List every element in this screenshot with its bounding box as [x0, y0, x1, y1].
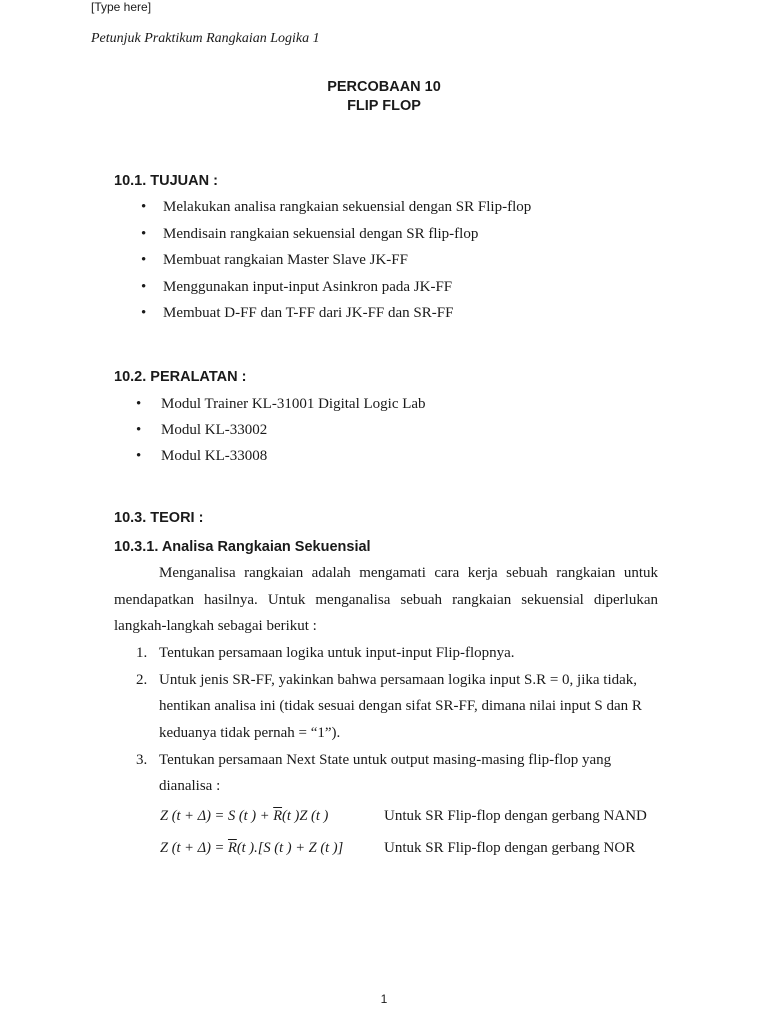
equation-nand: [160, 808, 328, 825]
step-number: 1.: [136, 645, 148, 661]
equation-nor: [160, 840, 343, 857]
step-text: Untuk jenis SR-FF, yakinkan bahwa persamaan logika input S.R = 0, jika tidak,: [159, 672, 638, 688]
section-heading-teori: 10.3. TEORI :: [114, 510, 204, 526]
list-item: • Modul Trainer KL-31001 Digital Logic Lab: [136, 396, 426, 412]
page-title-line1: PERCOBAAN 10: [327, 79, 441, 95]
list-item: • Modul KL-33008: [136, 448, 268, 464]
subsection-heading: 10.3.1. Analisa Rangkaian Sekuensial: [114, 539, 371, 555]
list-item-text: Mendisain rangkaian sekuensial dengan SR flip-flop: [163, 226, 479, 242]
page-title-line2: FLIP FLOP: [347, 98, 421, 114]
step-text: hentikan analisa ini (tidak sesuai dengan sifat SR-FF, dimana nilai input S dan R: [159, 698, 642, 714]
running-title: Petunjuk Praktikum Rangkaian Logika 1: [91, 31, 320, 46]
paragraph-line: mendapatkan hasilnya. Untuk menganalisa sebuah rangkaian sekuensial diperlukan: [114, 592, 658, 608]
list-item-text: Melakukan analisa rangkaian sekuensial dengan SR Flip-flop: [163, 199, 532, 215]
list-item-text: Membuat D-FF dan T-FF dari JK-FF dan SR-FF: [163, 305, 454, 321]
list-item: • Membuat rangkaian Master Slave JK-FF: [141, 252, 408, 268]
step-text: keduanya tidak pernah = “1”).: [159, 725, 341, 741]
equation-part: (t ).[S (t ) + Z (t )]: [236, 840, 344, 856]
step-text: Tentukan persamaan Next State untuk output masing-masing flip-flop yang: [159, 752, 612, 768]
list-item: • Membuat D-FF dan T-FF dari JK-FF dan SR-FF: [141, 305, 454, 321]
equation-overline-term: $\overline{R}$: [273, 808, 283, 824]
step-number: 2.: [136, 672, 148, 688]
page-number: 1: [380, 992, 388, 1006]
equation-part: Z (t + Δ) =: [160, 840, 228, 856]
list-item-text: Modul KL-33008: [161, 448, 268, 464]
step-number: 3.: [136, 752, 148, 768]
section-heading-tujuan: 10.1. TUJUAN :: [114, 173, 218, 189]
list-item: • Melakukan analisa rangkaian sekuensial dengan SR Flip-flop: [141, 199, 532, 215]
list-item-text: Modul Trainer KL-31001 Digital Logic Lab: [161, 396, 426, 412]
list-item: • Modul KL-33002: [136, 422, 268, 438]
list-item-text: Modul KL-33002: [161, 422, 268, 438]
section-heading-peralatan: 10.2. PERALATAN :: [114, 369, 247, 385]
list-item-text: Membuat rangkaian Master Slave JK-FF: [163, 252, 408, 268]
list-item-text: Menggunakan input-input Asinkron pada JK-FF: [163, 279, 453, 295]
header-placeholder: [Type here]: [91, 0, 152, 14]
list-item: • Menggunakan input-input Asinkron pada JK-FF: [141, 279, 453, 295]
step-text: Tentukan persamaan logika untuk input-input Flip-flopnya.: [159, 645, 515, 661]
paragraph-line: Menganalisa rangkaian adalah mengamati cara kerja sebuah rangkaian untuk: [159, 565, 658, 581]
step-text: dianalisa :: [159, 778, 221, 794]
list-item: • Mendisain rangkaian sekuensial dengan SR flip-flop: [141, 226, 479, 242]
equation-part: (t )Z (t ): [282, 808, 329, 824]
equation-description: Untuk SR Flip-flop dengan gerbang NOR: [384, 840, 636, 856]
equation-overline-term: $\overline{R}$: [227, 840, 237, 856]
paragraph-line: langkah-langkah sebagai berikut :: [114, 618, 317, 634]
equation-description: Untuk SR Flip-flop dengan gerbang NAND: [384, 808, 647, 824]
equation-part: Z (t + Δ) = S (t ) +: [160, 808, 274, 824]
